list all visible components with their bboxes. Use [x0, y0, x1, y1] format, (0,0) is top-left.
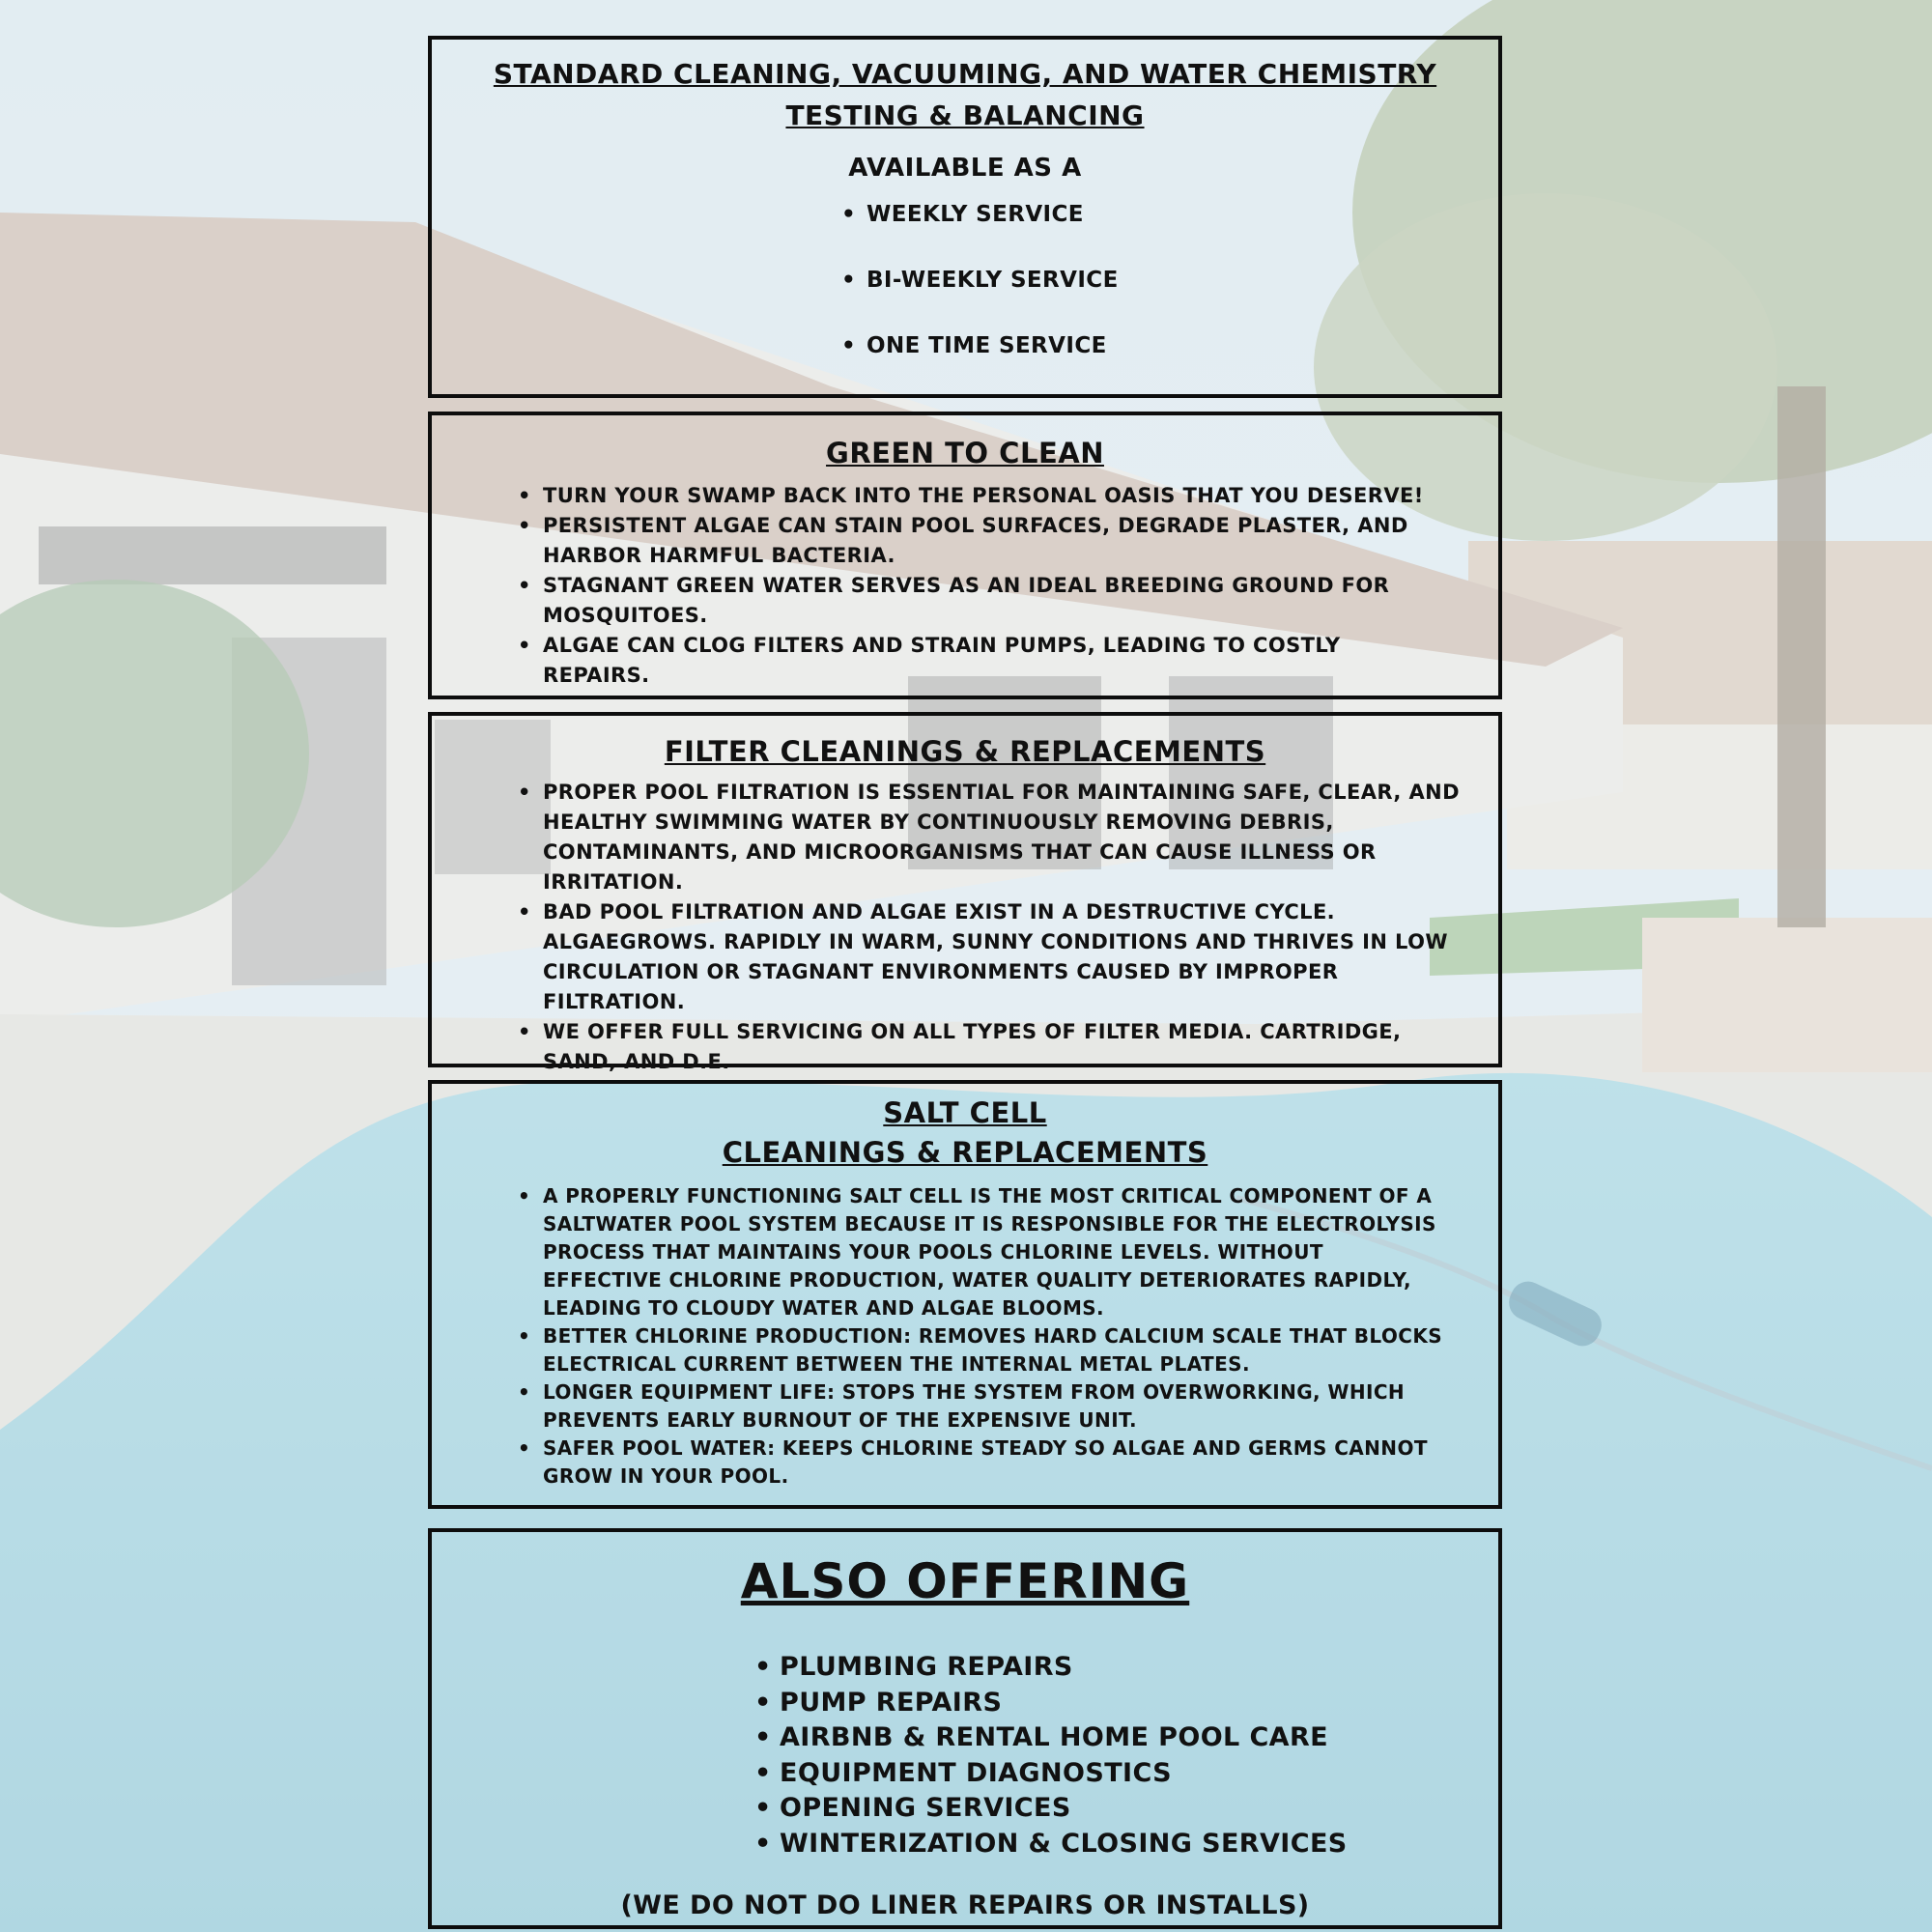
list-item: • STAGNANT GREEN WATER SERVES AS AN IDEAL BREEDING GROUND FOR MOSQUITOES.: [543, 571, 1451, 631]
list-item: • PUMP REPAIRS: [780, 1686, 1498, 1721]
list-item: • OPENING SERVICES: [780, 1791, 1498, 1827]
list-item: • PROPER POOL FILTRATION IS ESSENTIAL FOR MAINTAINING SAFE, CLEAR, AND HEALTHY SWIMMING WATER BY CONTINUOUSLY REMOVING DEBRIS, CONTAMINANTS, AND MICROORGANISMS THAT CAN CAUSE ILLNESS OR IRRITATION.: [543, 778, 1470, 897]
list-item: • LONGER EQUIPMENT LIFE: STOPS THE SYSTEM FROM OVERWORKING, WHICH PREVENTS EARLY BURNOUT OF THE EXPENSIVE UNIT.: [543, 1378, 1446, 1435]
list-item: • ALGAE CAN CLOG FILTERS AND STRAIN PUMPS, LEADING TO COSTLY REPAIRS.: [543, 631, 1451, 691]
salt-cell-panel: [428, 1080, 1502, 1509]
salt-cell-heading: SALT CELL: [883, 1096, 1047, 1129]
also-offering-panel: [428, 1528, 1502, 1929]
list-item: • WEEKLY SERVICE: [867, 200, 1498, 229]
list-item: • WINTERIZATION & CLOSING SERVICES: [780, 1827, 1498, 1862]
list-item: • BI-WEEKLY SERVICE: [867, 266, 1498, 295]
list-item: • PERSISTENT ALGAE CAN STAIN POOL SURFACES, DEGRADE PLASTER, AND HARBOR HARMFUL BACTERIA.: [543, 511, 1451, 571]
list-item: • A PROPERLY FUNCTIONING SALT CELL IS THE MOST CRITICAL COMPONENT OF A SALTWATER POOL SYSTEM BECAUSE IT IS RESPONSIBLE FOR THE ELECTROLYSIS PROCESS THAT MAINTAINS YOUR POOLS CHLORINE LEVELS. WITHOUT EFFECTIVE CHLORINE PRODUCTION, WATER QUALITY DETERIORATES RAPIDLY, LEADING TO CLOUDY WATER AND ALGAE BLOOMS.: [543, 1182, 1446, 1322]
also-offering-heading: ALSO OFFERING: [740, 1553, 1190, 1609]
green-to-clean-panel: [428, 412, 1502, 699]
green-to-clean-heading: GREEN TO CLEAN: [826, 437, 1104, 469]
list-item: • PLUMBING REPAIRS: [780, 1650, 1498, 1686]
green-to-clean-list: [543, 481, 1451, 691]
list-item: • ONE TIME SERVICE: [867, 331, 1498, 360]
salt-cell-list: [543, 1182, 1446, 1491]
also-offering-list: [780, 1650, 1498, 1861]
available-as-label: AVAILABLE AS A: [848, 154, 1082, 183]
filter-panel: [428, 712, 1502, 1073]
filter-heading: FILTER CLEANINGS & REPLACEMENTS: [664, 735, 1266, 768]
list-item: • TURN YOUR SWAMP BACK INTO THE PERSONAL OASIS THAT YOU DESERVE!: [543, 481, 1451, 511]
service-frequency-list: [867, 200, 1498, 360]
filter-list: [543, 778, 1470, 1077]
list-item: • EQUIPMENT DIAGNOSTICS: [780, 1756, 1498, 1792]
list-item: • BAD POOL FILTRATION AND ALGAE EXIST IN A DESTRUCTIVE CYCLE. ALGAEGROWS. RAPIDLY IN WARM, SUNNY CONDITIONS AND THRIVES IN LOW CIRCULATION OR STAGNANT ENVIRONMENTS CAUSED BY IMPROPER FILTRATION.: [543, 897, 1470, 1017]
list-item: • AIRBNB & RENTAL HOME POOL CARE: [780, 1720, 1498, 1756]
standard-service-panel: [428, 36, 1502, 398]
list-item: • SAFER POOL WATER: KEEPS CHLORINE STEADY SO ALGAE AND GERMS CANNOT GROW IN YOUR POOL.: [543, 1435, 1446, 1491]
salt-cell-subheading: CLEANINGS & REPLACEMENTS: [722, 1136, 1208, 1169]
liner-disclaimer: (WE DO NOT DO LINER REPAIRS OR INSTALLS): [620, 1890, 1310, 1920]
list-item: • BETTER CHLORINE PRODUCTION: REMOVES HARD CALCIUM SCALE THAT BLOCKS ELECTRICAL CURRENT BETWEEN THE INTERNAL METAL PLATES.: [543, 1322, 1446, 1378]
standard-service-heading: STANDARD CLEANING, VACUUMING, AND WATER CHEMISTRY TESTING & BALANCING: [493, 58, 1437, 131]
list-item: • WE OFFER FULL SERVICING ON ALL TYPES OF FILTER MEDIA. CARTRIDGE, SAND, AND D.E.: [543, 1017, 1470, 1077]
